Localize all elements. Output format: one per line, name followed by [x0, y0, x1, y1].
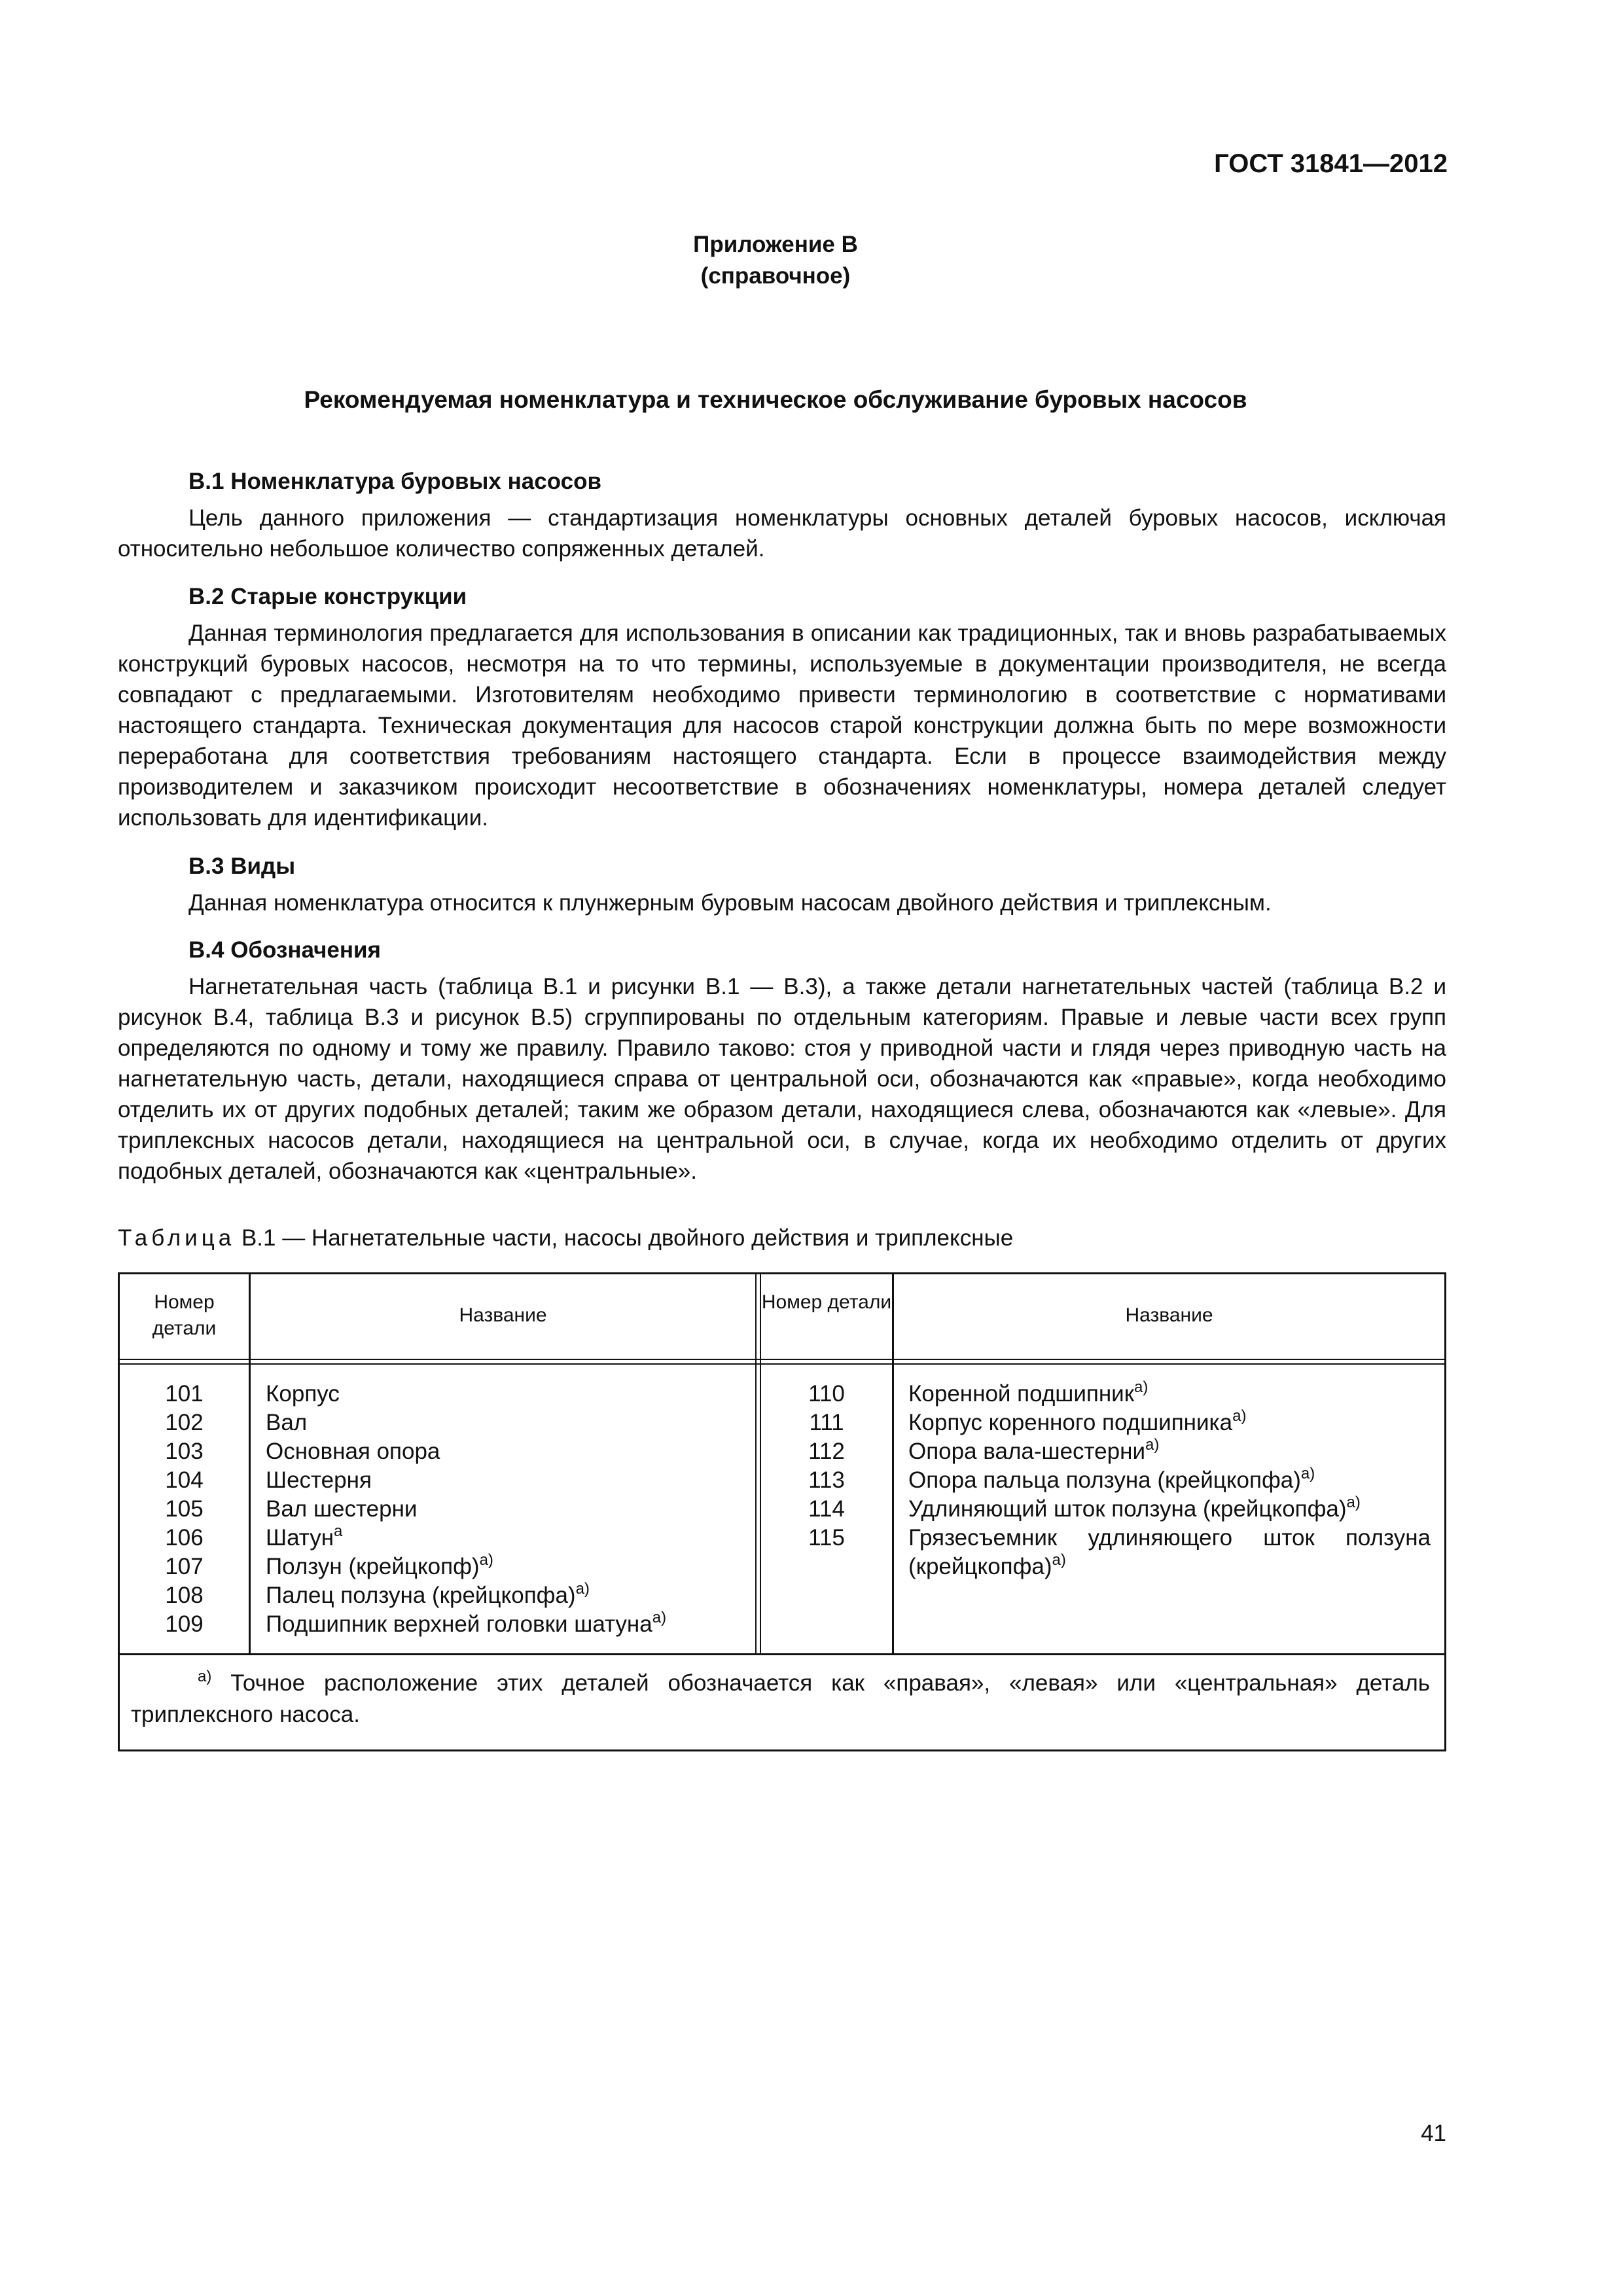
left-part-name-102: [266, 1408, 750, 1437]
section-text-b3: Данная номенклатура относится к плунжерным буровым насосам двойного действия и триплексным.: [188, 890, 1272, 916]
footnote-ref: а): [575, 1580, 590, 1598]
footnote-ref: а): [1134, 1378, 1149, 1396]
annex-type: (справочное): [700, 263, 851, 289]
section-text-b4: Нагнетательная часть (таблица В.1 и рисунки В.1 — В.3), а также детали нагнетательных частей (таблица В.2 и рисунок В.4, таблица В.3 и рисунок В.5) сгруппированы по отдельным категориям. Правые и левые части всех групп определяются по одному и тому же правилу. Правило таково: стоя у приводной части и глядя через приводную часть на нагнетательную часть, детали, находящиеся справа от центральной оси, обозначаются как «правые», когда необходимо отделить их от других подобных деталей; таким же образом детали, находящиеся слева, обозначаются как «левые». Для триплексных насосов детали, находящиеся на центральной оси, в случае, когда их необходимо отделить от других подобных деталей, обозначаются как «центральные».: [118, 974, 1446, 1184]
left-part-number-102: 102: [165, 1410, 204, 1435]
part-name-text: Шатун: [266, 1525, 334, 1551]
left-part-name-107: [266, 1552, 750, 1581]
left-part-number-108: 108: [165, 1583, 204, 1608]
right-number-column: [761, 1380, 892, 1552]
header-name-left: Название: [459, 1304, 547, 1326]
footnote-ref: а): [1052, 1551, 1066, 1569]
left-part-number-101: 101: [165, 1381, 204, 1407]
footnote-ref: а): [1232, 1407, 1247, 1425]
right-part-name-111: [908, 1408, 1431, 1437]
section-heading-b4: В.4 Обозначения: [188, 937, 381, 963]
section-text-b2: Данная терминология предлагается для использования в описании как традиционных, так и вновь разрабатываемых конструкций буровых насосов, несмотря на то что термины, используемые в документации производителя, не всегда совпадают с предлагаемыми. Изготовителям необходимо привести терминологию в соответствие с нормативами настоящего стандарта. Техническая документация для насосов старой конструкции должна быть по мере возможности переработана для соответствия требованиям настоящего стандарта. Если в процессе взаимодействия между производителем и заказчиком происходит несоответствие в обозначениях номенклатуры, номера деталей следует использовать для идентификации.: [118, 620, 1446, 831]
document-code: ГОСТ 31841—2012: [1214, 149, 1448, 178]
footnote-text: Точное расположение этих деталей обозначается как «правая», «левая» или «центральная» деталь триплексного насоса.: [131, 1670, 1430, 1727]
left-number-column: [120, 1380, 249, 1639]
right-part-number-110: 110: [808, 1381, 845, 1407]
left-part-name-106: [266, 1524, 750, 1552]
table-header-rule-1: [118, 1359, 1446, 1360]
left-part-number-106: 106: [165, 1525, 204, 1551]
left-part-number-105: 105: [165, 1496, 204, 1522]
header-part-number-right: Номер детали: [761, 1291, 892, 1313]
footnote-ref: а): [652, 1609, 667, 1626]
table-header-rule-2: [118, 1363, 1446, 1365]
part-name-text: Корпус коренного подшипника: [908, 1410, 1233, 1435]
left-part-name-104: [266, 1466, 750, 1495]
part-name-text: Грязесъемник удлиняющего шток ползуна (крейцкопфа): [908, 1525, 1431, 1579]
table-caption-word: Таблица: [118, 1225, 236, 1251]
footnote-ref: а): [1346, 1494, 1361, 1511]
table-border-top: [118, 1272, 1446, 1274]
right-part-number-112: 112: [808, 1439, 845, 1464]
part-name-text: Коренной подшипник: [908, 1381, 1135, 1407]
right-part-name-113: [908, 1466, 1431, 1495]
left-part-name-109: [266, 1610, 750, 1639]
right-part-number-115: 115: [808, 1525, 845, 1551]
part-name-text: Шестерня: [266, 1467, 372, 1493]
header-name-right: Название: [1125, 1304, 1213, 1326]
right-part-name-112: [908, 1437, 1431, 1466]
table-footnote: [131, 1668, 1430, 1731]
left-part-name-108: [266, 1581, 750, 1610]
left-part-number-107: 107: [165, 1554, 204, 1579]
section-text-b1: Цель данного приложения — стандартизация номенклатуры основных деталей буровых насосов, исключая относительно небольшое количество сопряженных деталей.: [118, 505, 1446, 562]
page-number: 41: [1421, 2121, 1446, 2146]
part-name-text: Удлиняющий шток ползуна (крейцкопфа): [908, 1496, 1347, 1522]
right-part-name-114: [908, 1495, 1431, 1524]
part-name-text: Вал: [266, 1410, 308, 1435]
right-part-name-110: [908, 1380, 1431, 1408]
footnote-ref: а): [479, 1551, 493, 1569]
part-name-text: Вал шестерни: [266, 1496, 418, 1522]
table-body-rule: [118, 1653, 1446, 1655]
right-part-name-115: [908, 1524, 1431, 1581]
right-part-number-113: 113: [808, 1467, 845, 1493]
footnote-ref: а: [334, 1522, 343, 1540]
part-name-text: Ползун (крейцкопф): [266, 1554, 480, 1579]
section-heading-b3: В.3 Виды: [188, 853, 296, 879]
part-name-text: Корпус: [266, 1381, 340, 1407]
table-col-rule-2a: [755, 1272, 757, 1655]
left-part-name-105: [266, 1495, 750, 1524]
footnote-ref: а): [1145, 1436, 1160, 1454]
part-name-text: Опора пальца ползуна (крейцкопфа): [908, 1467, 1301, 1493]
right-part-number-111: 111: [809, 1410, 844, 1435]
table-border-bottom: [118, 1749, 1446, 1751]
left-part-number-104: 104: [165, 1467, 204, 1493]
right-part-number-114: 114: [808, 1496, 845, 1522]
section-heading-b2: В.2 Старые конструкции: [188, 584, 467, 609]
table-caption: [118, 1223, 1013, 1253]
left-part-number-103: 103: [165, 1439, 204, 1464]
table-caption-text: В.1 — Нагнетательные части, насосы двойного действия и триплексные: [235, 1225, 1014, 1251]
left-part-name-101: [266, 1380, 750, 1408]
header-part-number-left: Номер детали: [152, 1291, 217, 1339]
part-name-text: Палец ползуна (крейцкопфа): [266, 1583, 576, 1608]
annex-title: Приложение В: [693, 232, 858, 257]
part-name-text: Подшипник верхней головки шатуна: [266, 1611, 652, 1637]
right-name-column: [908, 1380, 1431, 1581]
footnote-ref: а): [1300, 1465, 1315, 1482]
left-part-number-109: 109: [165, 1611, 204, 1637]
section-heading-b1: В.1 Номенклатура буровых насосов: [188, 469, 601, 494]
part-name-text: Основная опора: [266, 1439, 440, 1464]
left-part-name-103: [266, 1437, 750, 1466]
part-name-text: Опора вала-шестерни: [908, 1439, 1145, 1464]
main-title: Рекомендуемая номенклатура и техническое обслуживание буровых насосов: [304, 386, 1247, 413]
footnote-mark: а): [198, 1668, 212, 1685]
table-border-right: [1444, 1272, 1446, 1751]
table-col-rule-1: [249, 1272, 251, 1655]
left-name-column: [266, 1380, 750, 1639]
table-col-rule-3: [892, 1272, 894, 1655]
